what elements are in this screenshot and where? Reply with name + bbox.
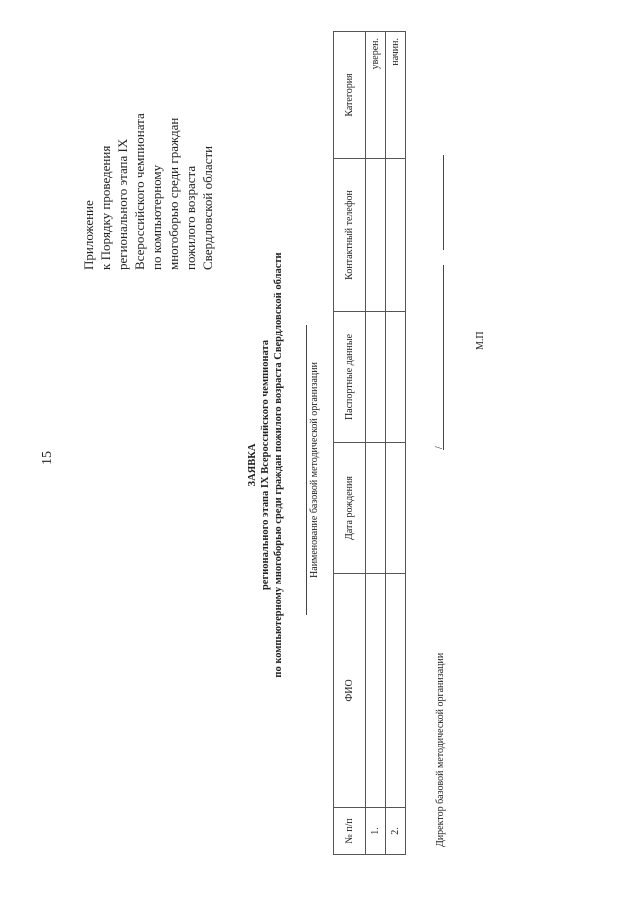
cell-birth-date (366, 443, 386, 574)
appendix-line: Приложение (81, 200, 96, 270)
signature-name-line (443, 155, 444, 250)
director-label: Директор базовой методической организации (435, 652, 446, 847)
organization-name-line (298, 325, 307, 615)
header-number: № п/п (334, 808, 366, 855)
table-row (366, 32, 386, 855)
header-name: ФИО (334, 574, 366, 808)
appendix-line: к Порядку проведения (98, 145, 113, 270)
stamp-label: М.П (475, 331, 486, 350)
appendix-line: Свердловской области (200, 145, 215, 270)
cell-phone (366, 159, 386, 312)
appendix-line: регионального этапа IX (115, 138, 130, 270)
cell-passport (366, 312, 386, 443)
title-subheading: по компьютерному многоборью среди граждан пожилого возраста Свердловской области (273, 252, 284, 678)
cell-phone (386, 159, 406, 312)
title-heading: ЗАЯВКА (247, 443, 258, 487)
table-header-row (334, 32, 366, 855)
appendix-line: многоборью среди граждан (166, 117, 181, 270)
page-number: 15 (40, 451, 55, 465)
application-title (246, 175, 285, 755)
signature-line (443, 265, 444, 450)
header-phone: Контактный телефон (334, 159, 366, 312)
cell-name (386, 574, 406, 808)
cell-number: 2. (386, 808, 406, 855)
appendix-line: пожилого возраста (183, 165, 198, 270)
header-category: Категория (334, 32, 366, 159)
participants-table (333, 31, 406, 855)
appendix-line: по компьютерному (149, 164, 164, 270)
table-row (386, 32, 406, 855)
title-subheading: регионального этапа IX Всероссийского чемпионата (260, 339, 271, 591)
cell-category: уверен. (366, 32, 386, 159)
cell-number: 1. (366, 808, 386, 855)
organization-name-caption: Наименование базовой методической организации (309, 362, 320, 578)
cell-category: начин. (386, 32, 406, 159)
header-birth-date: Дата рождения (334, 443, 366, 574)
cell-name (366, 574, 386, 808)
appendix-block (80, 113, 216, 270)
cell-birth-date (386, 443, 406, 574)
signature-separator: / (434, 446, 445, 449)
cell-passport (386, 312, 406, 443)
appendix-line: Всероссийского чемпионата (132, 113, 147, 270)
header-passport: Паспортные данные (334, 312, 366, 443)
